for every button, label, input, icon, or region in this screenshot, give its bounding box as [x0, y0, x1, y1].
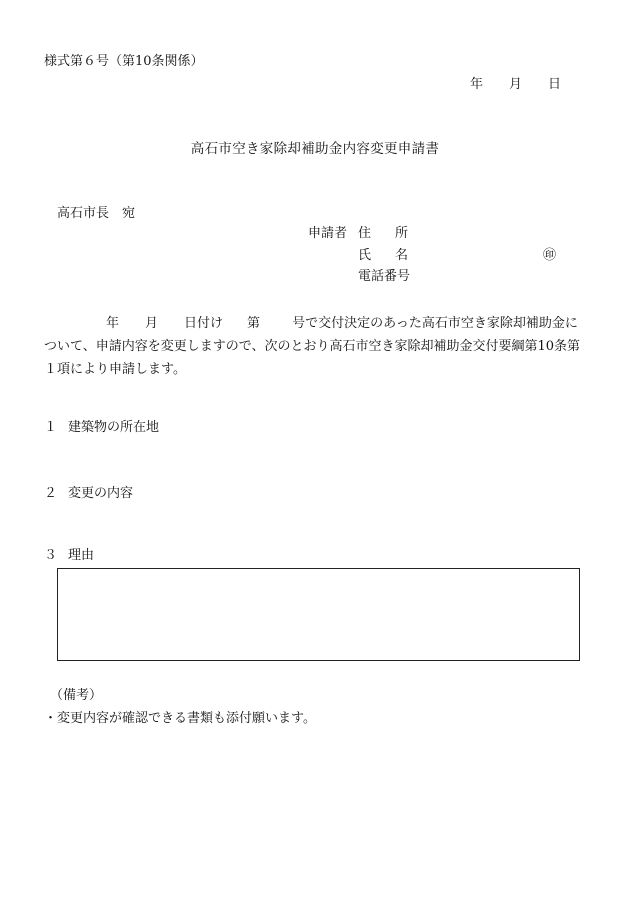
remarks-heading: （備考）: [50, 688, 103, 703]
section-3: [44, 548, 94, 564]
body-year: 年: [106, 316, 120, 331]
body-month: 月: [145, 316, 159, 331]
section-2-number: ２: [44, 486, 58, 501]
date-day: 日: [548, 77, 562, 92]
document-title: 高石市空き家除却補助金内容変更申請書: [190, 141, 440, 157]
name-char-2: 名: [394, 248, 408, 263]
name-char-1: 氏: [358, 248, 372, 263]
section-2: [44, 486, 133, 502]
addressee: 高石市長 宛: [57, 206, 136, 221]
section-3-label: 理由: [68, 548, 95, 563]
date-month: 月: [509, 77, 523, 92]
body-text: 号で交付決定のあった高石市空き家除却補助金について、申請内容を変更しますので、次のとおり高石市空き家除却補助金交付要綱第10条第１項により申請します。: [44, 316, 581, 377]
section-1: [44, 420, 159, 436]
body-day: 日付け: [184, 316, 224, 331]
seal-mark: ㊞: [543, 248, 557, 263]
applicant-phone-label: 電話番号: [358, 269, 411, 284]
section-1-number: １: [44, 420, 58, 435]
body-dai: 第: [247, 316, 261, 331]
body-paragraph: [44, 312, 589, 381]
reason-box[interactable]: [57, 568, 580, 661]
applicant-label: 申請者: [308, 226, 348, 241]
date-line: [470, 77, 561, 93]
section-2-label: 変更の内容: [68, 486, 134, 501]
applicant-name-label: [358, 248, 408, 269]
date-year: 年: [470, 77, 484, 92]
applicant-address-label: [358, 226, 408, 247]
section-3-number: ３: [44, 548, 58, 563]
section-1-label: 建築物の所在地: [68, 420, 160, 435]
remarks-item: ・変更内容が確認できる書類も添付願います。: [44, 711, 316, 726]
form-number: 様式第６号（第10条関係）: [44, 54, 204, 69]
address-char-2: 所: [394, 226, 408, 241]
address-char-1: 住: [358, 226, 372, 241]
